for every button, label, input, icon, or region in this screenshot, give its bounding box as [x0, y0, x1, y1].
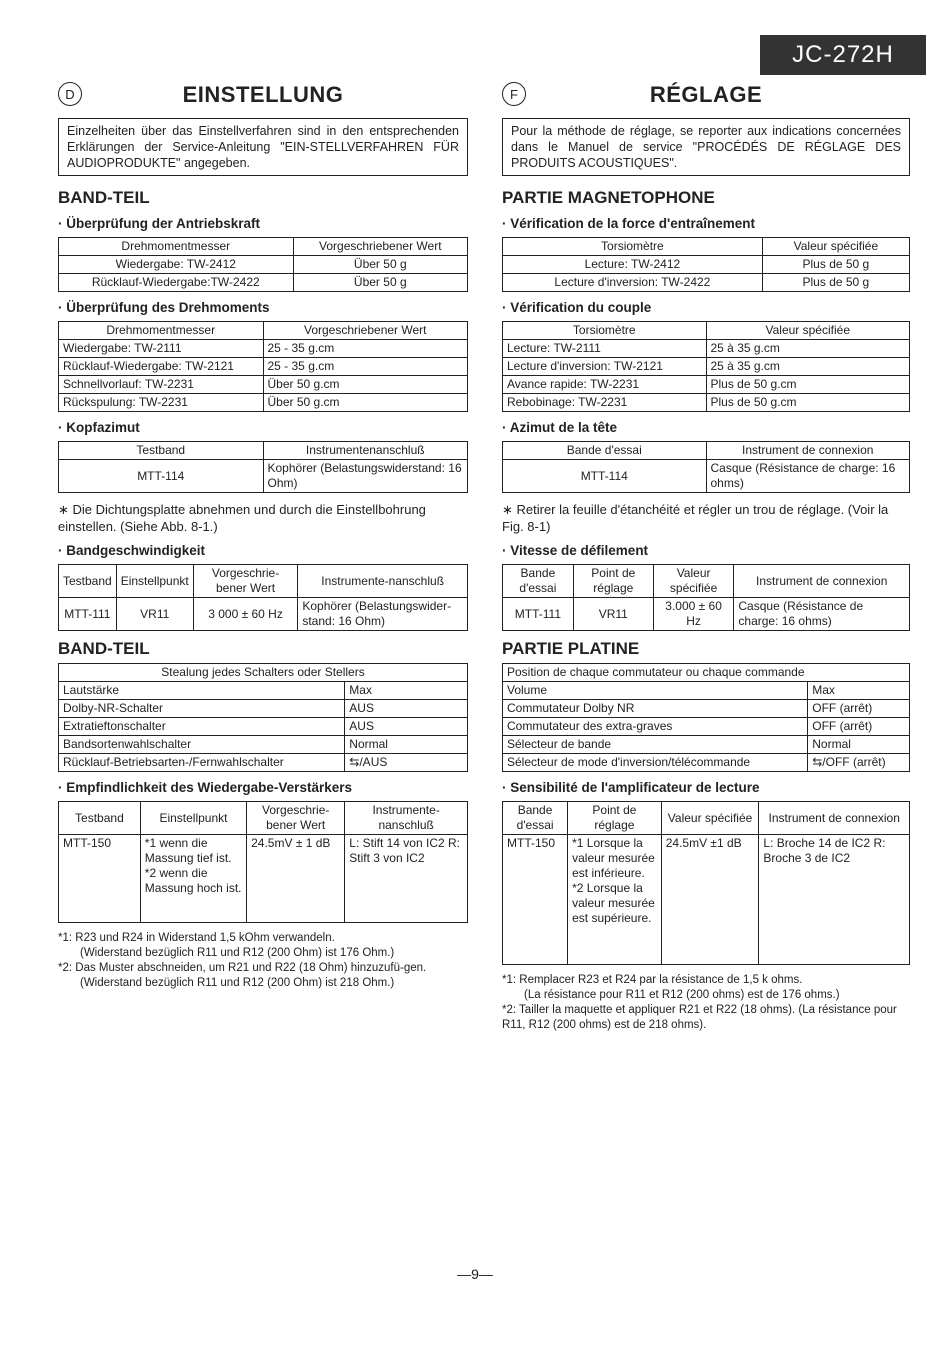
table-row: Rücklauf-Betriebsarten-/Fernwahlschalter ⇆/AUS [59, 754, 468, 772]
table-row: Volume Max [503, 682, 910, 700]
model-tag: JC-272H [760, 35, 926, 75]
language-f-icon: F [502, 82, 526, 106]
table-row: MTT-114 Kophörer (Belastungswiderstand: 16 Ohm) [59, 460, 468, 493]
table-row: Lecture: TW-2412 Plus de 50 g [503, 256, 910, 274]
drive-force-title: · Vérification de la force d'entraînement [502, 216, 756, 231]
sensitivity-table: Testband Einstellpunkt Vorgeschrie-bener Wert Instrumente-nanschluß MTT-150 *1 wenn die Massung tief ist. *2 wenn die Massung hoch ist. 24.5mV ± 1 dB L: Stift 14 von IC2 R: Stift 3 von IC2 [58, 801, 468, 923]
torque-title: · Überprüfung des Drehmoments [58, 300, 270, 315]
azimuth-title: · Kopfazimut [58, 420, 140, 435]
tape-speed-table: Bande d'essai Point de réglage Valeur spécifiée Instrument de connexion MTT-111 VR11 3.000 ± 60 Hz Casque (Résistance de charge: 16 ohms) [502, 564, 910, 631]
table-row: Rebobinage: TW-2231 Plus de 50 g.cm [503, 394, 910, 412]
drive-force-table: Drehmomentmesser Vorgeschriebener Wert Wiedergabe: TW-2412 Über 50 g Rücklauf-Wiedergabe:TW-2422 Über 50 g [58, 237, 468, 292]
sensitivity-title: · Empfindlichkeit des Wiedergabe-Verstärkers [58, 780, 352, 795]
azimuth-table: Bande d'essai Instrument de connexion MTT-114 Casque (Résistance de charge: 16 ohms) [502, 441, 910, 493]
table-row: Rückspulung: TW-2231 Über 50 g.cm [59, 394, 468, 412]
tape-speed-title: · Vitesse de défilement [502, 543, 649, 558]
drive-force-title: · Überprüfung der Antriebskraft [58, 216, 261, 231]
french-column [502, 80, 910, 1033]
page-number: —9— [457, 1266, 493, 1282]
azimuth-title: · Azimut de la tête [502, 420, 618, 435]
page-title: RÉGLAGE [649, 82, 763, 107]
page-title: EINSTELLUNG [182, 82, 344, 107]
sensitivity-table: Bande d'essai Point de réglage Valeur spécifiée Instrument de connexion MTT-150 *1 Lorsque la valeur mesurée est inférieure. *2 Lorsque la valeur mesurée est supérieure. 24.5mV ±1 dB L: Broche 14 de IC2 R: Broche 3 de IC2 [502, 801, 910, 965]
torque-table: Torsiomètre Valeur spécifiée Lecture: TW-2111 25 à 35 g.cm Lecture d'inversion: TW-2121 25 à 35 g.cm Avance rapide: TW-2231 Plus de 50 g.cm Rebobinage: TW-2231 Plus de 50 g.cm [502, 321, 910, 412]
section-header [502, 80, 910, 110]
footnote-1: *1: Remplacer R23 et R24 par la résistance de 1,5 k ohms. [502, 974, 803, 986]
table-row: MTT-114 Casque (Résistance de charge: 16 ohms) [503, 460, 910, 493]
footnotes [502, 973, 910, 1033]
sensitivity-title: · Sensibilité de l'amplificateur de lecture [502, 780, 760, 795]
table-row: Lecture: TW-2111 25 à 35 g.cm [503, 340, 910, 358]
azimuth-note: ∗ Retirer la feuille d'étanchéité et régler un trou de réglage. (Voir la Fig. 8-1) [502, 502, 889, 534]
table-row: MTT-111 VR11 3 000 ± 60 Hz Kophörer (Belastungswider-stand: 16 Ohm) [59, 598, 468, 631]
intro-box: Pour la méthode de réglage, se reporter aux indications concernées dans le Manuel de service "PROCÉDÉS DE RÉGLAGE DES PRODUITS ACOUSTIQUES". [502, 118, 910, 176]
section-heading: PARTIE MAGNETOPHONE [502, 188, 715, 207]
table-row: Dolby-NR-Schalter AUS [59, 700, 468, 718]
azimuth-note: ∗ Die Dichtungsplatte abnehmen und durch die Einstellbohrung einstellen. (Siehe Abb. 8-1.) [58, 502, 426, 534]
table-row: Wiedergabe: TW-2412 Über 50 g [59, 256, 468, 274]
table-row: MTT-150 *1 wenn die Massung tief ist. *2 wenn die Massung hoch ist. 24.5mV ± 1 dB L: Stift 14 von IC2 R: Stift 3 von IC2 [59, 835, 468, 923]
table-row: Extratieftonschalter AUS [59, 718, 468, 736]
azimuth-table: Testband Instrumentenanschluß MTT-114 Kophörer (Belastungswiderstand: 16 Ohm) [58, 441, 468, 493]
table-row: MTT-150 *1 Lorsque la valeur mesurée est inférieure. *2 Lorsque la valeur mesurée est supérieure. 24.5mV ±1 dB L: Broche 14 de IC2 R: Broche 3 de IC2 [503, 835, 910, 965]
table-row: Rücklauf-Wiedergabe:TW-2422 Über 50 g [59, 274, 468, 292]
tape-speed-table: Testband Einstellpunkt Vorgeschrie-bener Wert Instrumente-nanschluß MTT-111 VR11 3 000 ± 60 Hz Kophörer (Belastungswider-stand: 16 Ohm) [58, 564, 468, 631]
section-header [58, 80, 468, 110]
table-row: Lecture d'inversion: TW-2422 Plus de 50 g [503, 274, 910, 292]
table-row: Commutateur Dolby NR OFF (arrêt) [503, 700, 910, 718]
intro-box: Einzelheiten über das Einstellverfahren sind in den entsprechenden Erklärungen der Service-Anleitung "EIN-STELLVERFAHREN FÜR AUDIOPRODUKTE" angegeben. [58, 118, 468, 176]
footnote-2: *2: Das Muster abschneiden, um R21 und R22 (18 Ohm) hinzuzufü-gen. [58, 962, 427, 974]
footnote-1: *1: R23 und R24 in Widerstand 1,5 kOhm verwandeln. [58, 932, 335, 944]
tape-speed-title: · Bandgeschwindigkeit [58, 543, 206, 558]
torque-table: Drehmomentmesser Vorgeschriebener Wert Wiedergabe: TW-2111 25 - 35 g.cm Rücklauf-Wiedergabe: TW-2121 25 - 35 g.cm Schnellvorlauf: TW-2231 Über 50 g.cm Rückspulung: TW-2231 Über 50 g.cm [58, 321, 468, 412]
table-row: Lecture d'inversion: TW-2121 25 à 35 g.cm [503, 358, 910, 376]
language-d-icon: D [58, 82, 82, 106]
footnotes [58, 931, 468, 991]
section-heading: PARTIE PLATINE [502, 639, 640, 658]
drive-force-table: Torsiomètre Valeur spécifiée Lecture: TW-2412 Plus de 50 g Lecture d'inversion: TW-2422 Plus de 50 g [502, 237, 910, 292]
section-heading: BAND-TEIL [58, 639, 150, 658]
footnote-1-detail: (Widerstand bezüglich R11 und R12 (200 Ohm) ist 176 Ohm.) [80, 947, 395, 959]
table-row: Bandsortenwahlschalter Normal [59, 736, 468, 754]
footnote-2-detail: (Widerstand bezüglich R11 und R12 (200 Ohm) ist 218 Ohm.) [80, 977, 395, 989]
table-row: Wiedergabe: TW-2111 25 - 35 g.cm [59, 340, 468, 358]
switch-settings-table: Position de chaque commutateur ou chaque commande Volume Max Commutateur Dolby NR OFF (arrêt) Commutateur des extra-graves OFF (arrêt) Sélecteur de bande Normal Sélecteur de mode d'inversion/télécommande ⇆/OFF (arrêt) [502, 663, 910, 772]
german-column [58, 80, 468, 991]
table-row: MTT-111 VR11 3.000 ± 60 Hz Casque (Résistance de charge: 16 ohms) [503, 598, 910, 631]
torque-title: · Vérification du couple [502, 300, 652, 315]
table-row: Lautstärke Max [59, 682, 468, 700]
table-row: Avance rapide: TW-2231 Plus de 50 g.cm [503, 376, 910, 394]
table-row: Sélecteur de mode d'inversion/télécommande ⇆/OFF (arrêt) [503, 754, 910, 772]
footnote-2: *2: Tailler la maquette et appliquer R21 et R22 (18 ohms). (La résistance pour R11, R12 (200 ohms) est de 218 ohms). [502, 1004, 897, 1031]
footnote-1-detail: (La résistance pour R11 et R12 (200 ohms) est de 176 ohms.) [524, 989, 840, 1001]
table-row: Rücklauf-Wiedergabe: TW-2121 25 - 35 g.cm [59, 358, 468, 376]
table-row: Sélecteur de bande Normal [503, 736, 910, 754]
switch-settings-table: Stealung jedes Schalters oder Stellers Lautstärke Max Dolby-NR-Schalter AUS Extratieftonschalter AUS Bandsortenwahlschalter Normal Rücklauf-Betriebsarten-/Fernwahlschalter ⇆/AUS [58, 663, 468, 772]
table-row: Commutateur des extra-graves OFF (arrêt) [503, 718, 910, 736]
table-row: Schnellvorlauf: TW-2231 Über 50 g.cm [59, 376, 468, 394]
section-heading: BAND-TEIL [58, 188, 150, 207]
